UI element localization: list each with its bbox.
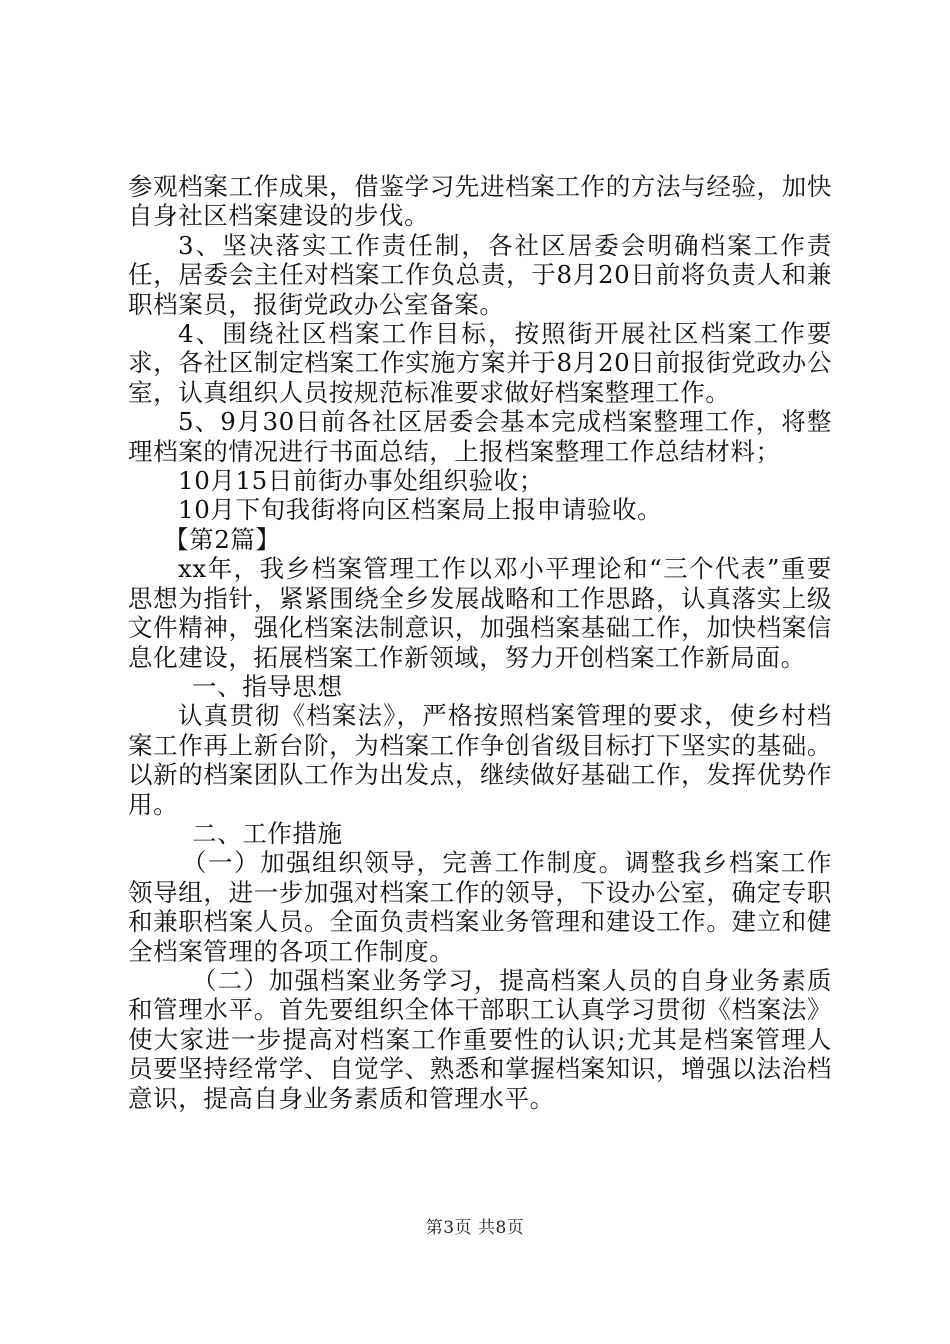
paragraph-item-3: 3、坚决落实工作责任制，各社区居委会明确档案工作责任，居委会主任对档案工作负总责，于8月20日前将负责人和兼职档案员，报街党政办公室备案。 xyxy=(128,230,832,319)
paragraph-date-application: 10月下旬我街将向区档案局上报申请验收。 xyxy=(178,495,663,525)
paragraph-intro: xx年，我乡档案管理工作以邓小平理论和“三个代表”重要思想为指针，紧紧围绕全乡发展战略和工作思路，认真落实上级文件精神，强化档案法制意识，加强档案基础工作，加快档案信息化建设，拓展档案工作新领域，努力开创档案工作新局面。 xyxy=(128,554,832,672)
paragraph-item-4: 4、围绕社区档案工作目标，按照街开展社区档案工作要求，各社区制定档案工作实施方案并于8月20日前报街党政办公室，认真组织人员按规范标准要求做好档案整理工作。 xyxy=(128,319,832,407)
paragraph-guiding-ideology: 认真贯彻《档案法》，严格按照档案管理的要求，使乡村档案工作再上新台阶，为档案工作争创省级目标打下坚实的基础。以新的档案团队工作为出发点，继续做好基础工作，发挥优势作用。 xyxy=(128,701,832,819)
paragraph-measure-2: （二）加强档案业务学习，提高档案人员的自身业务素质和管理水平。首先要组织全体干部职工认真学习贯彻《档案法》使大家进一步提高对档案工作重要性的认识;尤其是档案管理人员要坚持经常学、自觉学、熟悉和掌握档案知识，增强以法治档意识，提高自身业务素质和管理水平。 xyxy=(128,965,832,1113)
heading-guiding-ideology: 一、指导思想 xyxy=(192,671,343,701)
paragraph-date-inspection: 10月15日前街办事处组织验收； xyxy=(178,466,544,496)
document-body xyxy=(128,172,832,1113)
paragraph-continuation: 参观档案工作成果，借鉴学习先进档案工作的方法与经验，加快自身社区档案建设的步伐。 xyxy=(128,172,832,231)
page-footer: 第3页 共8页 xyxy=(425,1218,525,1238)
paragraph-item-5: 5、9月30日前各社区居委会基本完成档案整理工作，将整理档案的情况进行书面总结，上报档案整理工作总结材料； xyxy=(128,407,832,466)
paragraph-measure-1: （一）加强组织领导，完善工作制度。调整我乡档案工作领导组，进一步加强对档案工作的领导，下设办公室，确定专职和兼职档案人员。全面负责档案业务管理和建设工作。建立和健全档案管理的各项工作制度。 xyxy=(128,848,832,966)
section-heading-part-2: 【第2篇】 xyxy=(164,524,281,554)
heading-work-measures: 二、工作措施 xyxy=(192,818,343,848)
